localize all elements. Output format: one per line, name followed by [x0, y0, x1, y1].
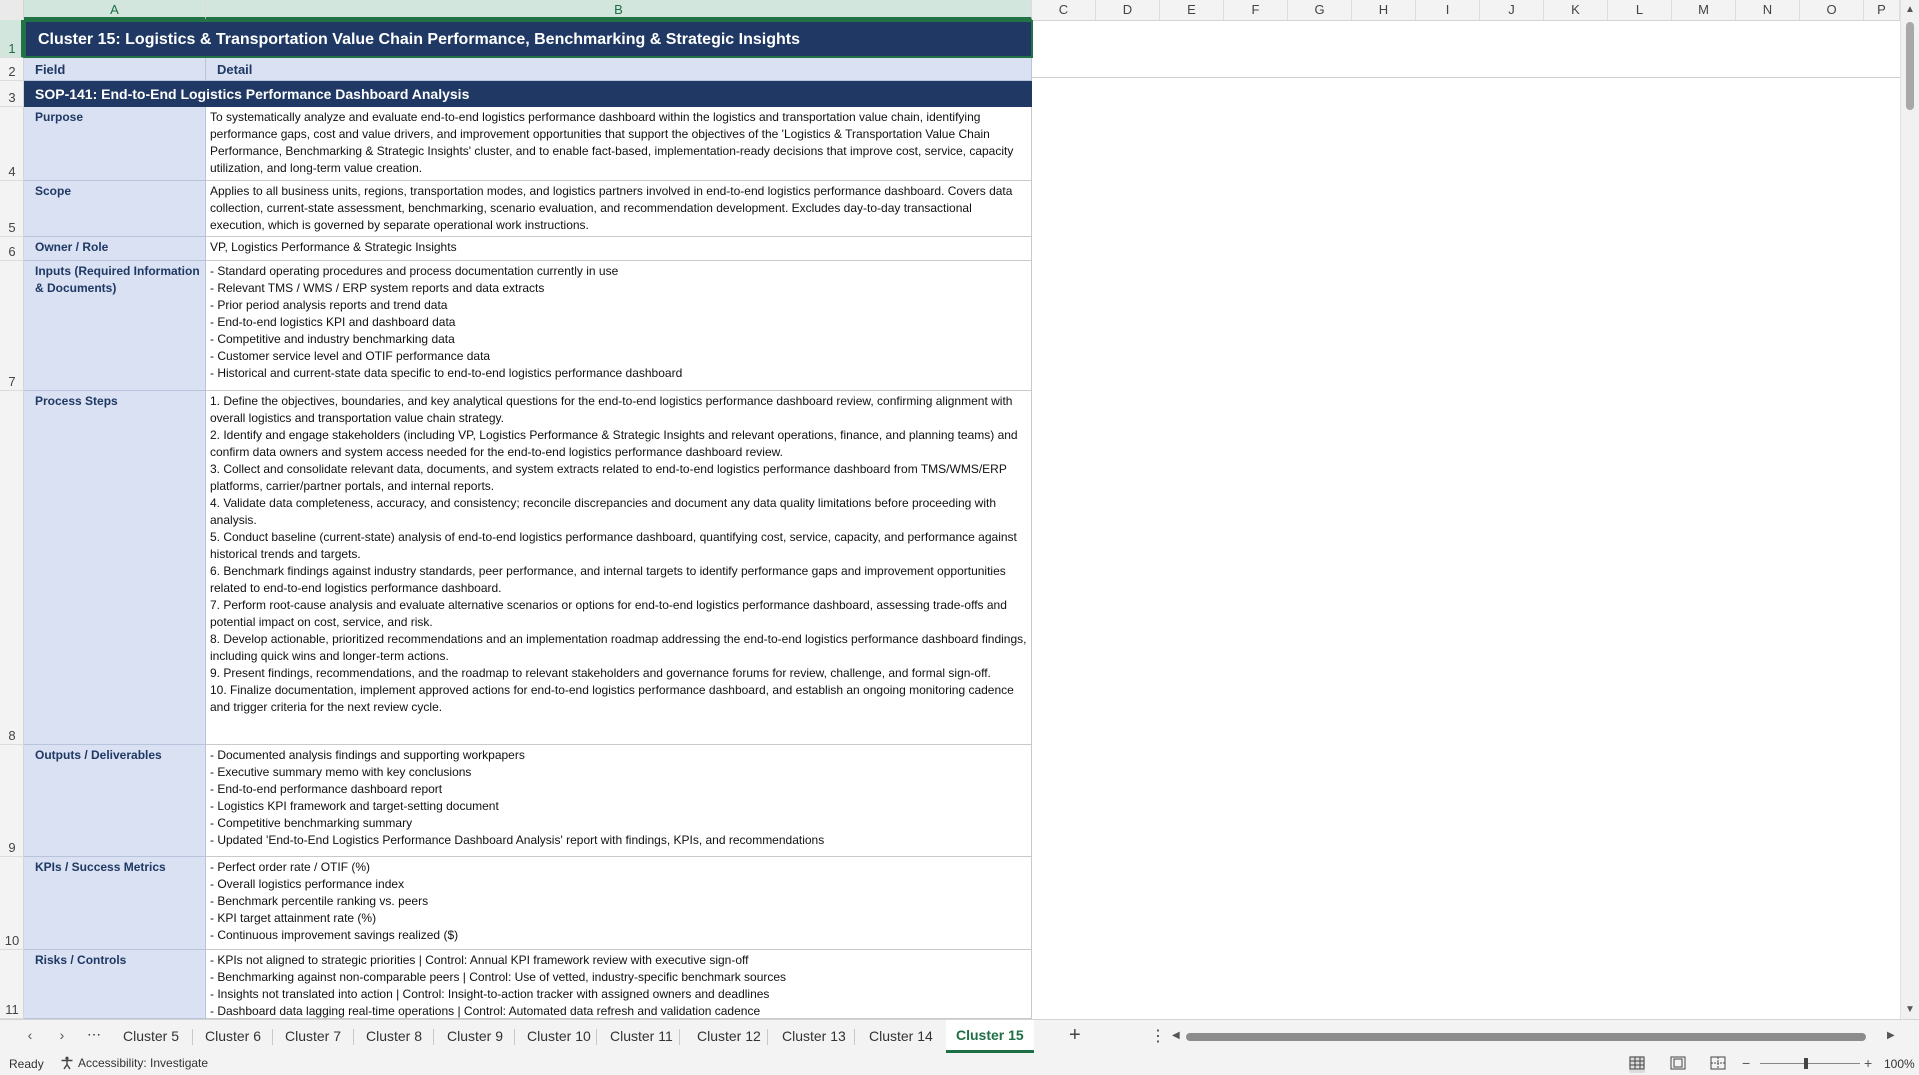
field-label-inputs[interactable]: Inputs (Required Information & Documents)	[24, 261, 206, 391]
accessibility-icon	[60, 1056, 74, 1070]
row-header-2[interactable]: 2	[0, 58, 24, 81]
sheet-options-icon[interactable]: ⋮	[1150, 1028, 1166, 1045]
list-item: - End-to-end performance dashboard report	[210, 782, 443, 796]
tab-cluster-7[interactable]: Cluster 7	[285, 1028, 342, 1044]
row-header-3[interactable]: 3	[0, 81, 24, 107]
tab-cluster-15[interactable]: Cluster 15	[946, 1020, 1034, 1053]
owner-text: VP, Logistics Performance & Strategic Insights	[210, 240, 457, 254]
scope-text: Applies to all business units, regions, transportation modes, and logistics partners involved in end-to-end logistics performance dashboard. Covers data collection, current-state assessment, benchmarking, scenario evaluation, and recommendation development. Excludes day-to-day transactional execution, which is governed by separate operational work instructions.	[210, 184, 1016, 232]
list-item: - Relevant TMS / WMS / ERP system reports and data extracts	[210, 281, 545, 295]
tab-separator	[596, 1029, 597, 1045]
column-header-c[interactable]: C	[1032, 0, 1096, 20]
sop-title-cell[interactable]	[24, 81, 1032, 107]
tab-separator	[272, 1029, 273, 1045]
list-item: - Continuous improvement savings realized ($)	[210, 928, 459, 942]
process-step: 1. Define the objectives, boundaries, and key analytical questions for the end-to-end logistics performance dashboard review, confirming alignment with overall logistics and transportation value chain strategy.	[210, 394, 1016, 425]
column-header-i[interactable]: I	[1416, 0, 1480, 20]
field-label-risks[interactable]: Risks / Controls	[24, 950, 206, 1019]
field-label-purpose[interactable]: Purpose	[24, 107, 206, 181]
process-step: 4. Validate data completeness, accuracy, and consistency; reconcile discrepancies and document any data quality limitations before proceeding with analysis.	[210, 496, 1000, 527]
row-header-5[interactable]: 5	[0, 181, 24, 237]
row-header-7[interactable]: 7	[0, 261, 24, 391]
ready-status: Ready	[9, 1057, 44, 1071]
tab-cluster-5[interactable]: Cluster 5	[123, 1028, 180, 1044]
page-break-view-icon[interactable]	[1710, 1056, 1726, 1073]
vertical-scrollbar[interactable]	[1900, 0, 1919, 1019]
zoom-level[interactable]: 100%	[1884, 1057, 1915, 1071]
process-step: 7. Perform root-cause analysis and evaluate alternative scenarios or options for end-to-end logistics performance dashboard, assessing trade-offs and potential impact on cost, service, and risk.	[210, 598, 1011, 629]
list-item: - Prior period analysis reports and trend data	[210, 298, 448, 312]
field-value-risks[interactable]	[206, 950, 1032, 1019]
list-item: - Insights not translated into action | Control: Insight-to-action tracker with assigned owners and deadlines	[210, 987, 770, 1001]
tab-cluster-12[interactable]: Cluster 12	[697, 1028, 761, 1044]
tab-separator	[514, 1029, 515, 1045]
field-label-process-steps[interactable]: Process Steps	[24, 391, 206, 745]
list-item: - Updated 'End-to-End Logistics Performance Dashboard Analysis' report with findings, KPIs, and recommendations	[210, 833, 825, 847]
scroll-right-icon[interactable]: ▶	[1887, 1030, 1895, 1041]
list-item: - Benchmarking against non-comparable peers | Control: Use of vetted, industry-specific benchmark sources	[210, 970, 787, 984]
list-item: - Executive summary memo with key conclusions	[210, 765, 472, 779]
sheet-grid[interactable]	[24, 20, 1900, 1019]
scroll-down-icon[interactable]: ▼	[1905, 1004, 1915, 1015]
zoom-slider-thumb[interactable]	[1804, 1058, 1808, 1069]
list-item: - Competitive and industry benchmarking data	[210, 332, 455, 346]
process-step: 10. Finalize documentation, implement approved actions for end-to-end logistics performance dashboard, and establish an ongoing monitoring cadence and trigger criteria for the next review cycle.	[210, 683, 1018, 714]
list-item: - End-to-end logistics KPI and dashboard data	[210, 315, 456, 329]
next-sheet-icon[interactable]: ›	[59, 1027, 65, 1043]
field-label-scope[interactable]: Scope	[24, 181, 206, 237]
field-value-inputs[interactable]	[206, 261, 1032, 391]
tab-cluster-6[interactable]: Cluster 6	[205, 1028, 262, 1044]
row-header-9[interactable]: 9	[0, 745, 24, 857]
tab-separator	[679, 1029, 680, 1045]
field-value-owner[interactable]	[206, 237, 1032, 261]
scroll-left-icon[interactable]: ◀	[1172, 1030, 1180, 1041]
tab-cluster-11[interactable]: Cluster 11	[610, 1028, 673, 1044]
column-header-h[interactable]: H	[1352, 0, 1416, 20]
list-item: - Documented analysis findings and supporting workpapers	[210, 748, 525, 762]
list-item: - KPI target attainment rate (%)	[210, 911, 377, 925]
list-item: - Standard operating procedures and process documentation currently in use	[210, 264, 619, 278]
purpose-text: To systematically analyze and evaluate end-to-end logistics performance dashboard within the logistics and transportation value chain, identifying performance gaps, cost and value drivers, and improvement opportunities that support the objectives of the 'Logistics & Transportation Value Chain Performance, Benchmarking & Strategic Insights' cluster, and to enable fact-based, implementation-ready decisions that improve cost, service, capacity utilization, and long-term value creation.	[210, 110, 1017, 175]
column-header-a[interactable]: A	[24, 0, 206, 20]
tab-separator	[854, 1029, 855, 1045]
column-header-d[interactable]: D	[1096, 0, 1160, 20]
sop-title-text: SOP-141: End-to-End Logistics Performance Dashboard Analysis	[35, 85, 470, 102]
accessibility-button[interactable]	[60, 1056, 208, 1070]
column-header-b[interactable]: B	[206, 0, 1032, 20]
tab-separator	[767, 1029, 768, 1045]
normal-view-icon[interactable]	[1629, 1056, 1645, 1073]
row-header-8[interactable]: 8	[0, 391, 24, 745]
field-label-owner[interactable]: Owner / Role	[24, 237, 206, 261]
detail-header-cell[interactable]: Detail	[206, 58, 1032, 81]
tab-cluster-13[interactable]: Cluster 13	[782, 1028, 846, 1044]
row-header-10[interactable]: 10	[0, 857, 24, 950]
column-header-p[interactable]: P	[1864, 0, 1900, 20]
list-item: - Competitive benchmarking summary	[210, 816, 413, 830]
page-layout-view-icon[interactable]	[1670, 1056, 1686, 1073]
row-header-4[interactable]: 4	[0, 107, 24, 181]
field-value-scope[interactable]	[206, 181, 1032, 237]
list-item: - Benchmark percentile ranking vs. peers	[210, 894, 429, 908]
column-header-g[interactable]: G	[1288, 0, 1352, 20]
column-header-k[interactable]: K	[1544, 0, 1608, 20]
tab-separator	[353, 1029, 354, 1045]
accessibility-label: Accessibility: Investigate	[78, 1056, 209, 1070]
list-item: - Perfect order rate / OTIF (%)	[210, 860, 371, 874]
sheet-tab-bar	[0, 1019, 1919, 1053]
column-header-l[interactable]: L	[1608, 0, 1672, 20]
status-bar	[0, 1053, 1919, 1075]
process-step: 5. Conduct baseline (current-state) analysis of end-to-end logistics performance dashboard, quantifying cost, service, capacity, and performance against historical trends and targets.	[210, 530, 1021, 561]
more-sheets-icon[interactable]: ⋯	[87, 1026, 101, 1042]
column-header-bar	[0, 0, 1919, 21]
tab-cluster-14[interactable]: Cluster 14	[869, 1028, 933, 1044]
tab-cluster-9[interactable]: Cluster 9	[447, 1028, 504, 1044]
field-value-kpis[interactable]	[206, 857, 1032, 950]
field-label-kpis[interactable]: KPIs / Success Metrics	[24, 857, 206, 950]
process-step: 9. Present findings, recommendations, and the roadmap to relevant stakeholders and governance forums for review, challenge, and formal sign-off.	[210, 666, 991, 680]
list-item: - Logistics KPI framework and target-setting document	[210, 799, 499, 813]
add-sheet-button[interactable]: +	[1069, 1024, 1081, 1046]
column-header-e[interactable]: E	[1160, 0, 1224, 20]
column-header-o[interactable]: O	[1800, 0, 1864, 20]
horizontal-scrollbar[interactable]	[1172, 1029, 1897, 1045]
select-all-corner[interactable]	[0, 0, 24, 20]
field-value-purpose[interactable]	[206, 107, 1032, 181]
process-step: 2. Identify and engage stakeholders (including VP, Logistics Performance & Strategic Insights and relevant operations, finance, and planning teams) and confirm data owners and system access needed for the end-to-end logistics performance dashboard review.	[210, 428, 1021, 459]
process-step: 6. Benchmark findings against industry standards, peer performance, and internal targets to identify performance gaps and improvement opportunities related to end-to-end logistics performance dashboard.	[210, 564, 1010, 595]
list-item: - Dashboard data lagging real-time operations | Control: Automated data refresh and validation cadence	[210, 1004, 761, 1018]
zoom-in-icon[interactable]: +	[1864, 1055, 1873, 1071]
field-label-outputs[interactable]: Outputs / Deliverables	[24, 745, 206, 857]
row-header-11[interactable]: 11	[0, 950, 24, 1019]
scroll-up-icon[interactable]: ▲	[1905, 4, 1915, 15]
tab-separator	[192, 1029, 193, 1045]
column-header-m[interactable]: M	[1672, 0, 1736, 20]
column-header-f[interactable]: F	[1224, 0, 1288, 20]
row-header-6[interactable]: 6	[0, 237, 24, 261]
vertical-scroll-thumb[interactable]	[1906, 22, 1914, 110]
tab-cluster-10[interactable]: Cluster 10	[527, 1028, 591, 1044]
horizontal-scroll-thumb[interactable]	[1186, 1033, 1866, 1041]
column-header-n[interactable]: N	[1736, 0, 1800, 20]
field-header-cell[interactable]: Field	[24, 58, 206, 81]
row-header-1[interactable]: 1	[0, 20, 24, 58]
title-text: Cluster 15: Logistics & Transportation Value Chain Performance, Benchmarking & Strategic Insights	[38, 30, 800, 48]
list-item: - Customer service level and OTIF performance data	[210, 349, 491, 363]
list-item: - Historical and current-state data specific to end-to-end logistics performance dashboard	[210, 366, 683, 380]
list-item: - KPIs not aligned to strategic priorities | Control: Annual KPI framework review with executive sign-off	[210, 953, 749, 967]
tab-separator	[433, 1029, 434, 1045]
title-cell[interactable]	[24, 20, 1033, 58]
zoom-out-icon[interactable]: −	[1742, 1055, 1751, 1071]
list-item: - Overall logistics performance index	[210, 877, 405, 891]
prev-sheet-icon[interactable]: ‹	[27, 1027, 33, 1043]
tab-cluster-8[interactable]: Cluster 8	[366, 1028, 423, 1044]
zoom-slider[interactable]	[1760, 1063, 1860, 1064]
column-header-j[interactable]: J	[1480, 0, 1544, 20]
process-step: 3. Collect and consolidate relevant data, documents, and system extracts related to end-to-end logistics performance dashboard from TMS/WMS/ERP platforms, carrier/partner portals, and internal reports.	[210, 462, 1010, 493]
field-value-process-steps[interactable]	[206, 391, 1032, 745]
gridline	[1032, 77, 1900, 78]
process-step: 8. Develop actionable, prioritized recommendations and an implementation roadmap addressing the end-to-end logistics performance dashboard findings, including quick wins and longer-term actions.	[210, 632, 1030, 663]
field-value-outputs[interactable]	[206, 745, 1032, 857]
